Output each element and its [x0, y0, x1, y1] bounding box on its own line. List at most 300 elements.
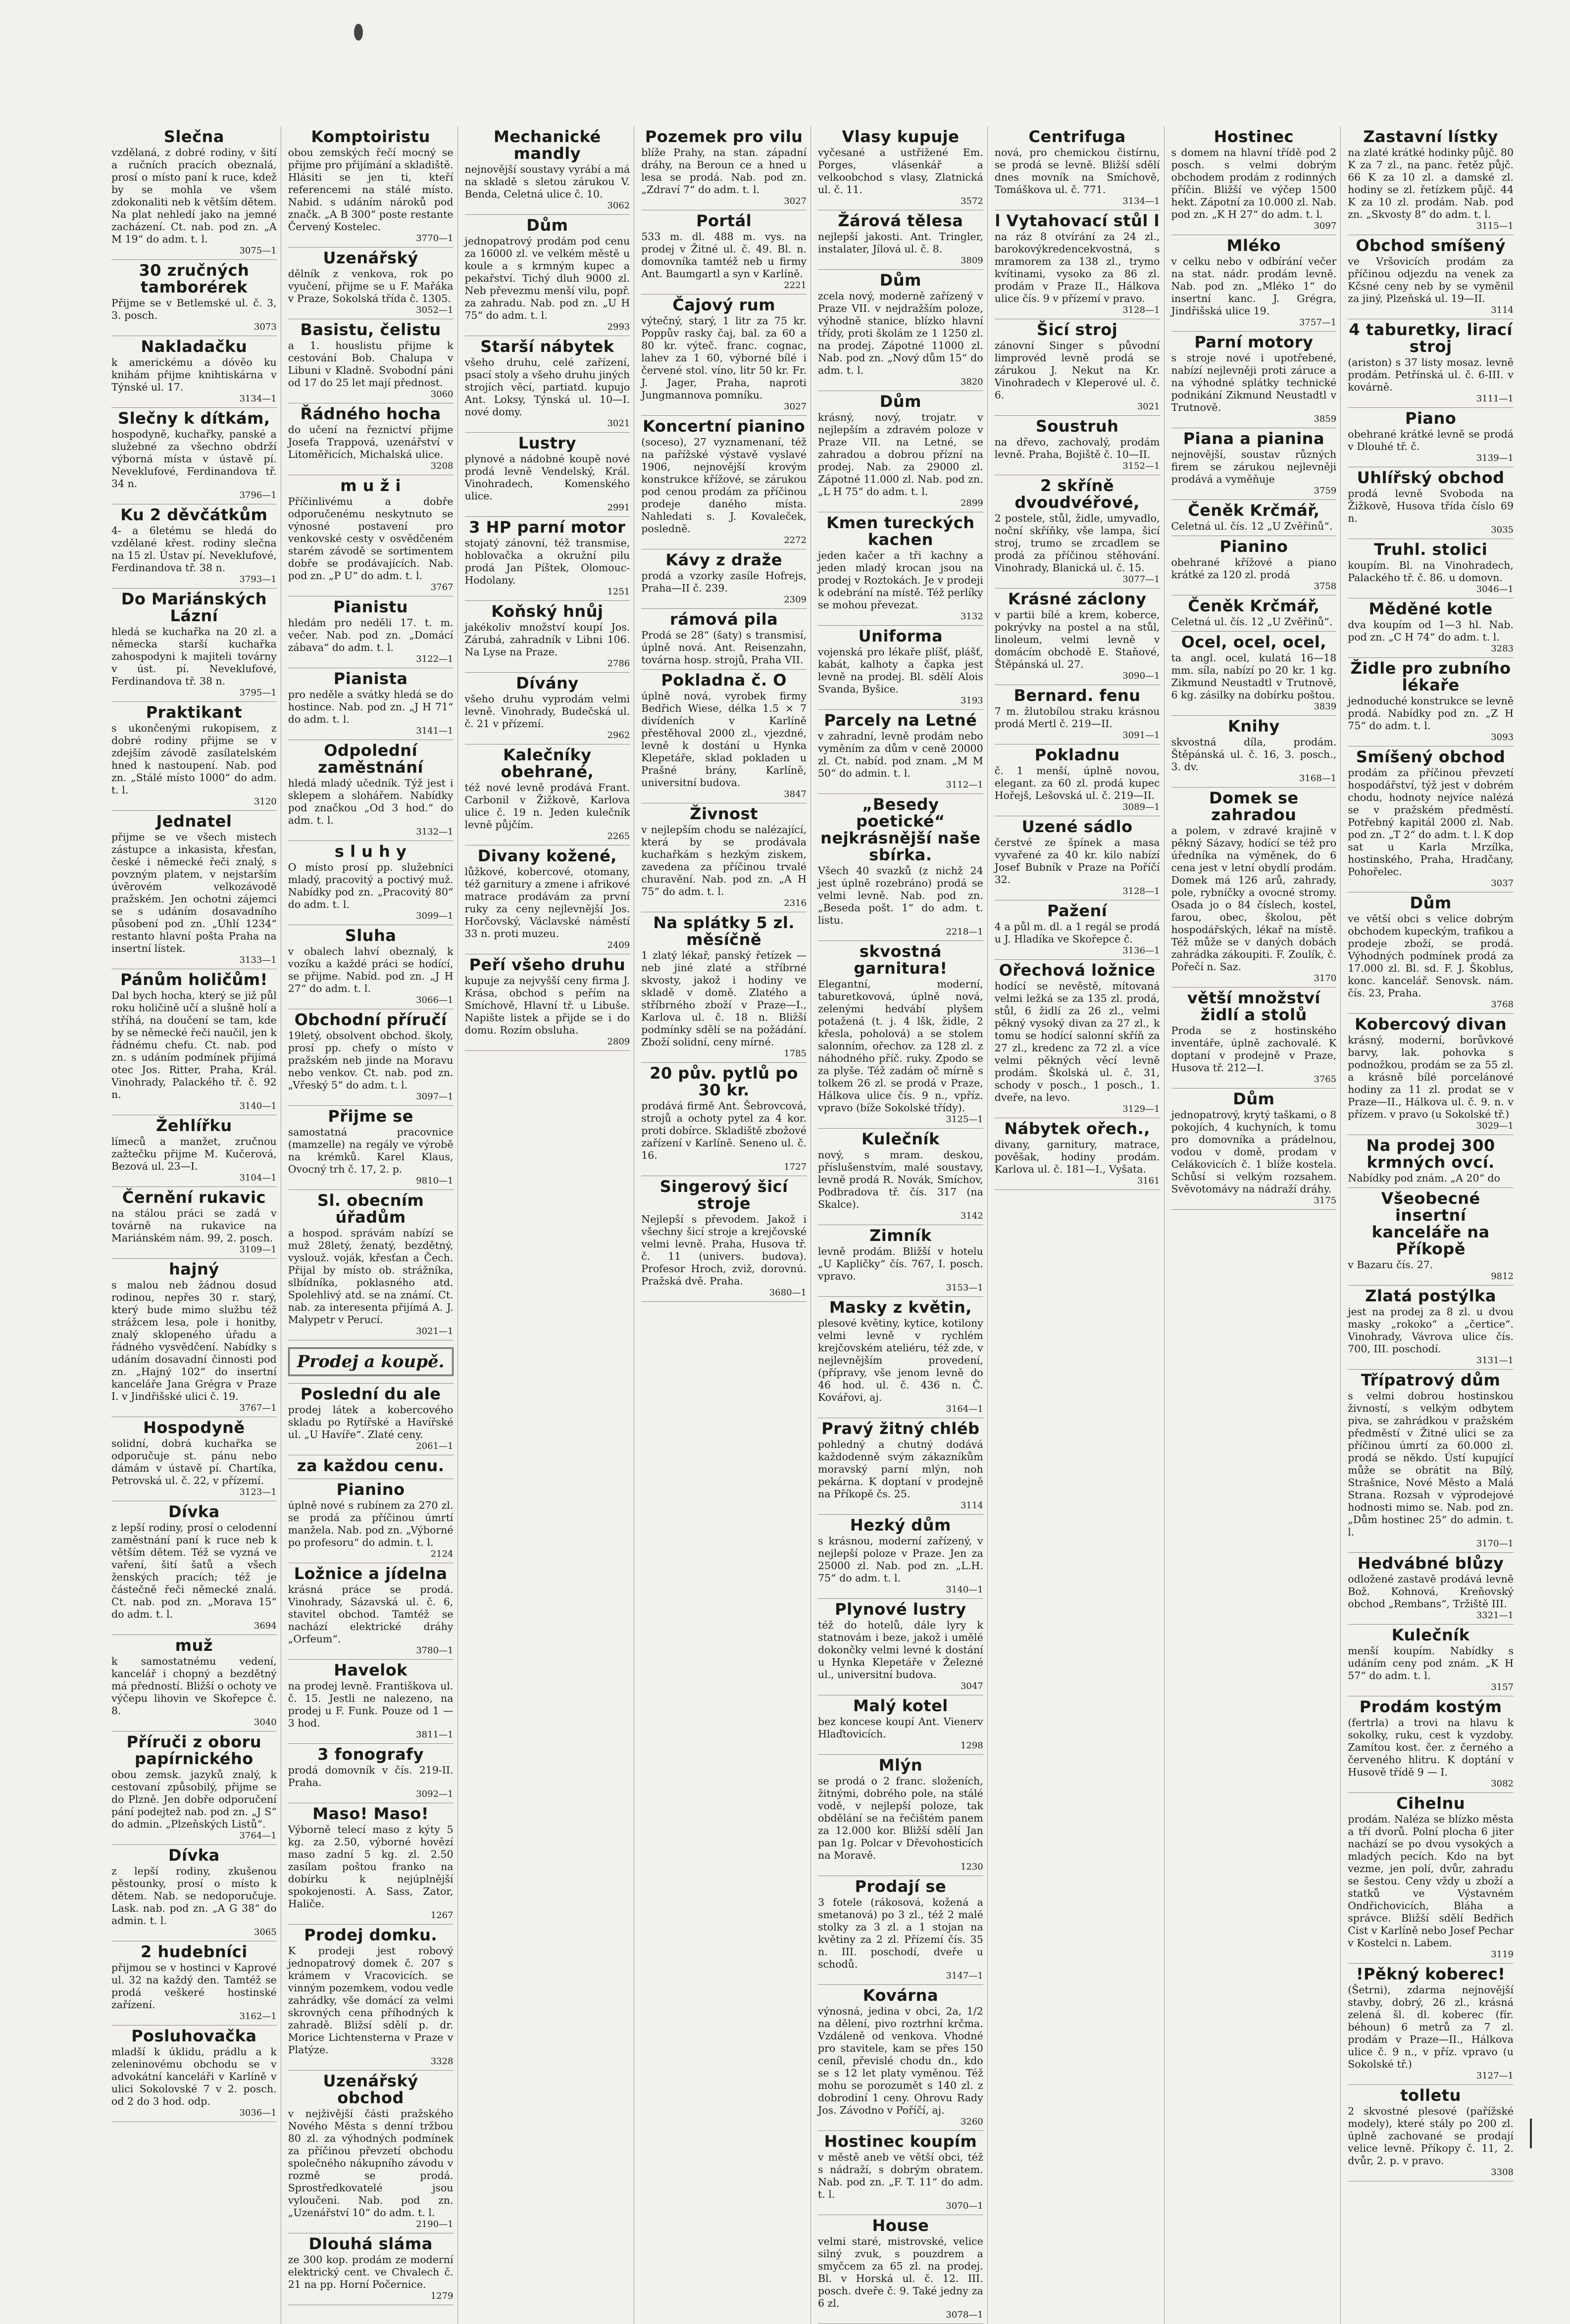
ad-number: 2316 [784, 898, 807, 908]
ad-text: pro neděle a svátky hledá se do hostince. Nab. pod zn. „J H 71“ do adm. t. l. [288, 689, 454, 725]
classified-ad [465, 336, 630, 433]
ad-number: 3809 [960, 255, 983, 266]
ad-number: 2265 [607, 831, 630, 841]
ad-text: prodej látek a kobercového skladu po Rytířské a Havířské ul. „U Havíře“. Zlaté ceny. [288, 1404, 454, 1440]
ad-headline: s l u h y [334, 842, 407, 861]
ad-number: 2786 [607, 658, 630, 669]
ad-text: všeho druhu, celé zařízení, psací stoly a všeho druhu jiných strojích věcí, partiatd. kupujo Ant. Loksy, Týnská ul. 10—I. nové domy. [464, 356, 630, 418]
ad-headline: Malý kotel [853, 1696, 948, 1715]
ad-text: v zahradní, levně prodám nebo vyměním za dům v ceně 20000 zl. Ct. nabíd. pod znam. „M M 50“ do admin. t. l. [818, 730, 983, 779]
classified-ad [995, 960, 1160, 1118]
classified-ad [818, 710, 983, 794]
ad-headline: Třípatrový dům [1361, 1371, 1501, 1389]
ad-headline: Smíšený obchod [1356, 747, 1506, 766]
ad-text: též do hotelů, dále lyry k statnovám i beze, jakož i umělé dokončky velmi levné k dostání u Hynka Klepetáře v Železné ul., universitní budova. [818, 1619, 983, 1681]
ad-number: 3131—1 [1476, 1355, 1514, 1366]
ad-text: Prodá se 28“ (šaty) s transmisí, úplně nová. Ant. Reisenzahn, továrna hosp. strojů, Praha VII. [641, 629, 807, 666]
classified-ad [995, 900, 1160, 960]
classified-ad [818, 1418, 983, 1515]
ad-number: 3060 [430, 389, 454, 399]
section-banner: Prodej a koupě. [288, 1347, 454, 1376]
classified-ad [288, 1455, 454, 1479]
classified-ad [995, 416, 1160, 475]
ad-number: 2124 [430, 1549, 454, 1559]
ad-headline: Uniforma [858, 627, 943, 645]
ad-headline: !Pěkný koberec! [1356, 1965, 1506, 1983]
ad-text: 2 skvostné plesové (pařížské modely), které stály po 200 zl. úplně zachované se prodají velice levně. Příkopy č. 11, 2. dvůr, 2. p. v pravo. [1348, 2105, 1514, 2167]
ad-headline: Pánům holičům! [120, 970, 268, 989]
ad-number: 3134—1 [239, 394, 277, 404]
classified-ad [111, 969, 277, 1115]
ad-text: zcela nový, moderně zařízený v Praze VII. v nejdražším poloze, výhodně stanice, blízko hlavní třídy, proti školám ze 1 1250 zl. na prodej. Zápotné 11000 zl. Nab. pod zn. „Nový dům 15“ do adm. t. l. [818, 290, 983, 376]
classified-ad [288, 1009, 454, 1106]
classified-ad [1348, 1553, 1514, 1625]
classified-ad [818, 794, 983, 941]
ad-headline: Masky z květin, [829, 1298, 972, 1317]
ad-number: 3859 [1314, 414, 1337, 424]
ad-number: 3066—1 [416, 995, 454, 1005]
ad-headline: Kmen tureckých kachen [826, 513, 975, 549]
ad-number: 3119 [1491, 1949, 1514, 1960]
ad-headline: Koncertní pianino [643, 417, 806, 436]
ad-text: 1 zlatý lékař, panský řetízek — neb jiné zlaté a stříbrné skvosty, jakož i hodiny ve skladě v domě. Zlatého a stříbrného zboží v Praze—I., Karlova ul. č. 18 n. Bližší podmínky sdělí se na požádání. Zboží solidní, ceny mírné. [641, 949, 807, 1048]
column-5 [818, 126, 988, 2324]
ad-headline: Vlasy kupuje [842, 127, 960, 146]
classified-ad [111, 1501, 277, 1635]
ad-text: v Bazaru čís. 27. [1348, 1259, 1433, 1271]
ad-headline: Kovárna [862, 1986, 939, 2005]
ad-headline: Pažení [1047, 901, 1108, 920]
ad-text: (soceso), 27 vyznamenaní, též na pařížské výstavě vyslavé 1906, nejnovější krovým konstrukce křížové, se zárukou pod cenou prodám za příčinou prodeje daného místa. Nahledati s. J. Kovaleček, posledně. [641, 436, 807, 535]
ad-headline: Jednatel [156, 812, 232, 831]
ad-text: na dřevo, zachovalý, prodám levně. Praha, Bojiště č. 10—II. [994, 436, 1160, 460]
ad-text: Nabídky pod znám. „A 20“ do [1348, 1172, 1501, 1184]
ad-text: čerstvé ze špínek a masa vyvařené za 40 kr. kilo nabízí Josef Bubník v Praze na Poříčí 32. [994, 837, 1160, 886]
ad-headline: tolletu [1400, 2086, 1461, 2105]
ad-headline: Na prodej 300 krmných ovcí. [1366, 1136, 1495, 1172]
classified-ad [1348, 2085, 1514, 2181]
ad-number: 1251 [607, 587, 630, 597]
ad-text: krásný, moderní, borůvkové barvy, lak. pohovka s podnožkou, prodám se za 55 zl. a krásně bílé porcelánové hodiny za 11 zl. prodat se v Praze—II., Hálkova ul. č. 9. n. v přízem. v pravo (u Sokolské tř.) [1348, 1034, 1514, 1120]
classified-ad [111, 1731, 277, 1845]
ad-text: vyčesané a ustřižené Em. Porges, vlásenkář a velkoobchod s vlasy, Zlatnická ul. č. 11. [818, 147, 983, 196]
ad-headline: Starší nábytek [480, 337, 614, 356]
ad-headline: Na splátky 5 zl. měsíčně [653, 913, 795, 949]
ad-headline: Havelok [334, 1661, 407, 1680]
ad-number: 3767—1 [239, 1403, 277, 1413]
ad-number: 3208 [430, 461, 454, 471]
classified-ad [818, 1129, 983, 1225]
ad-headline: Portál [696, 211, 752, 230]
ad-number: 3082 [1491, 1779, 1514, 1789]
ad-headline: 3 HP parní motor [469, 518, 626, 537]
classified-ad [288, 1479, 454, 1563]
ad-number: 3097 [1314, 221, 1337, 231]
column-1 [111, 126, 281, 2324]
ad-number: 2221 [784, 280, 807, 291]
classified-ad [111, 589, 277, 702]
classified-ad [111, 1941, 277, 2026]
ad-headline: Zimník [869, 1226, 932, 1245]
classified-ad [111, 1259, 277, 1417]
ad-number: 3767 [430, 582, 454, 593]
ad-text: s krásnou, moderní zařízený, v nejlepší poloze v Praze. Jen za 25000 zl. Nab. pod zn. „L.H. 75“ do adm. t. l. [818, 1535, 983, 1584]
ad-headline: Ořechová ložnice [999, 961, 1156, 980]
ad-text: obehrané krátké levně se prodá v Dlouhé tř. č. [1348, 428, 1514, 452]
classified-ad [1171, 595, 1337, 632]
ad-text: výnosná, jedina v obci, 2a, 1/2 na dělení, pivo roztrhní krčma. Vzdáleně od venkova. Vhodné pro stavitele, kam se přes 150 ceníl, převislé chodu dn., kdo se s 12 let platy vyměnou. Též mohu se porozumět s 140 zl. z dobrodiní 1 ceny. Ohrovu Rady Jos. Závodno v Poříčí, aj. [818, 2005, 983, 2116]
classified-ad [1348, 539, 1514, 598]
ad-number: 3037 [1491, 878, 1514, 889]
ad-number: 3027 [784, 196, 807, 206]
ad-number: 3046—1 [1476, 584, 1514, 594]
classified-ad [111, 1845, 277, 1941]
classified-ad [465, 517, 630, 601]
classified-ad [288, 596, 454, 668]
ad-headline: Uzené sádlo [1021, 817, 1133, 836]
ad-text: v nejlepším chodu se nalézající, která by se prodávala kuchařkám s hezkým ziskem, zavedena za příčinou trvalé churavění. Nab. pod zn. „A H 75“ do adm. t. l. [641, 824, 807, 897]
ad-number: 3308 [1491, 2167, 1514, 2177]
ad-number: 1298 [960, 1740, 983, 1751]
ad-text: nový, s mram. deskou, příslušenstvím, malé soustavy, levně prodá R. Novák, Smíchov, Podbradova tř. čís. 317 (na Skalce). [818, 1149, 983, 1210]
ad-number: 3092—1 [416, 1789, 454, 1799]
ad-headline: Obchod smíšený [1356, 236, 1506, 255]
ad-number: 2190—1 [416, 2219, 454, 2229]
classified-ad [111, 504, 277, 589]
ad-number: 3793—1 [239, 574, 277, 585]
classified-ad [1171, 632, 1337, 716]
classified-ad [1171, 500, 1337, 536]
ad-text: dva koupím od 1—3 hl. Nab. pod zn. „C H 74“ do adm. t. l. [1348, 619, 1514, 643]
ad-text: a polem, v zdravé krajině v pěkný Sázavy, hodící se též pro úředníka na výměnek, do 6 cena jest v letní obydlí prodám. Domek má 126 arů, zahrady, pole, rybníčky a ovocné stromy. Osada jo o 84 číslech, kostel, farou, obec, školou, pět hospodářských, lékař na místě. Též může se v daných dobách zahrádka zákoupiti. F. Zoulík, č. Pořečí n. Saz. [1171, 825, 1337, 973]
ad-text: plesové květiny, kytice, kotilony velmi levně v rychlém krejčovském ateliéru, též zde, v nejlevnějším provedení, (přípravy, vše jenom levně do 46 hod. ul. č. 436 n. Č. Kovářovi, aj. [818, 1317, 983, 1403]
classified-ad [641, 1176, 807, 1302]
ad-headline: Kulečník [1391, 1626, 1470, 1644]
ad-text: nejlepší jakosti. Ant. Tringler, instalater, Jílová ul. č. 8. [818, 231, 983, 255]
ad-number: 2309 [784, 594, 807, 605]
ad-text: krásný, nový, trojatr. v nejlepším a zdravém poloze v Praze VII. na Letné, se zahradou a dobrou přízní na prodej. Nab. za 29000 zl. Zápotné 11.000 zl. Nab. pod zn. „L H 75“ do adm. t. l. [818, 411, 983, 497]
ad-number: 3139—1 [1476, 453, 1514, 463]
ad-number: 3128—1 [1122, 305, 1160, 315]
ad-headline: skvostná garnitura! [854, 942, 948, 978]
ad-text: Celetná ul. čís. 12 „U Zvěřinů“. [1171, 520, 1333, 532]
ad-headline: Příruči z oboru papírnického [126, 1732, 262, 1768]
ad-text: nejnovější soustavy vyrábí a má na skladě s sletou zárukou V. Benda, Celetná ulice č. 10. [464, 163, 630, 200]
ad-headline: Praktikant [146, 703, 243, 722]
ad-number: 3122—1 [416, 654, 454, 664]
ad-text: v městě aneb ve větší obci, též s nádraží, s dobrým obratem. Nab. pod zn. „F. T. 11“ do adm. t. l. [818, 2151, 983, 2200]
ad-number: 3123—1 [239, 1487, 277, 1497]
classified-ad [288, 1106, 454, 1190]
ad-headline: Dům [1233, 1089, 1275, 1108]
classified-ad [111, 1635, 277, 1731]
ad-text: O místo prosí pp. služebníci mladý, pracovitý a poctivý muž. Nabídky pod zn. „Pracovitý 80“ do adm. t. l. [288, 861, 454, 910]
ad-text: Přijme se v Betlemské ul. č. 3, 3. posch. [111, 297, 277, 321]
ad-text: dělník z venkova, rok po vyučení, přijme se u F. Mařáka v Praze, Sokolská třída č. 1305. [288, 268, 454, 304]
classified-ad [1348, 408, 1514, 467]
ad-text: Nejlepší s převodem. Jakož i všechny šicí stroje a krejčovské velmi levně. Praha, Husova tř. č. 11 (univers. budova). Profesor Hroch, zviž, dorovnú. Pražská dvě. Praha. [641, 1213, 807, 1287]
ad-text: hledá se kuchařka na 20 zl. a německa starší kuchařka zahospodyni k majiteli továrny v úst. pí. Neveklufové, Ferdinandova tř. 38 n. [111, 626, 277, 687]
ad-headline: Pokladnu [1034, 745, 1120, 764]
ad-number: 3114 [1491, 305, 1514, 315]
ad-number: 2272 [784, 535, 807, 545]
ad-headline: Pianistu [333, 597, 408, 616]
ad-headline: Zlatá postýlka [1365, 1286, 1496, 1305]
ad-headline: Odpolední zaměstnání [318, 741, 423, 777]
ad-headline: Prodají se [855, 1877, 947, 1896]
page-top-mark [354, 24, 363, 41]
ad-headline: Parní motory [1194, 333, 1314, 351]
ad-number: 3112—1 [946, 780, 983, 790]
ad-text: solidní, dobrá kuchařka se odporučuje st. pánu nebo dámám v ústavě pí. Chartíka, Petrovská ul. č. 22, v přízemí. [111, 1437, 277, 1486]
ad-headline: Měděné kotle [1368, 599, 1493, 618]
ad-text: levně prodám. Bližší v hotelu „U Kapličky“ čís. 767, I. posch. vpravo. [818, 1245, 983, 1282]
ad-text: hledá mladý učedník. Týž jest i sklepem a slohářem. Nabídky pod značkou „Od 3 hod.“ do adm. t. l. [288, 777, 454, 826]
ad-text: hospodyně, kuchařky, panské a služebné za všechno obdrží výborná místa v ústavě pí. Neveklufové, Ferdinandova tř. 34 n. [111, 428, 277, 490]
classified-ad [995, 744, 1160, 816]
ad-text: úplně nové s rubínem za 270 zl. se prodá za příčinou úmrtí manžela. Nab. pod zn. „Výborné po profesoru“ do admin. t. l. [288, 1499, 454, 1548]
ad-number: 3764—1 [239, 1830, 277, 1841]
classified-ad [465, 673, 630, 744]
ad-number: 3029—1 [1476, 1121, 1514, 1131]
classified-ad [818, 391, 983, 512]
classified-ad [995, 475, 1160, 589]
ad-text: blíže Prahy, na stan. západní dráhy, na Beroun ce a hned u lesa se prodá. Nab. pod zn. „Zdraví 7“ do adm. t. l. [641, 147, 807, 196]
classified-ad [1171, 536, 1337, 595]
ad-headline: Ložnice a jídelna [294, 1564, 448, 1583]
ad-headline: Dům [879, 392, 921, 411]
ad-number: 3021—1 [416, 1326, 454, 1336]
classified-ad [1171, 428, 1337, 500]
classified-ad [288, 1660, 454, 1744]
ad-text: k americkému a dóvěo ku knihám přijme knihtiskárna v Týnské ul. 17. [111, 356, 277, 393]
ad-headline: House [872, 2216, 929, 2235]
classified-ad [288, 475, 454, 596]
ad-number: 1267 [430, 1910, 454, 1921]
ad-text: ve Vršovicích prodám za příčinou odjezdu na venek za Kčsné ceny neb by se vyměnil za jiný, Plzeňská ul. 19—II. [1348, 255, 1514, 304]
ad-number: 3161 [1137, 1176, 1160, 1186]
classified-ad [818, 626, 983, 710]
classified-ad [995, 210, 1160, 319]
ad-headline: Bernard. fenu [1013, 686, 1141, 705]
classified-ad [111, 408, 277, 504]
ad-text: stojatý zánovní, též transmise, hoblovačka a okružní pilu prodá Jan Píštek, Olomouc-Hodolany. [464, 537, 630, 586]
ad-headline: Mlýn [878, 1756, 923, 1775]
ad-headline: Maso! Maso! [312, 1804, 429, 1823]
ad-number: 3109—1 [239, 1244, 277, 1255]
ad-number: 3093 [1491, 732, 1514, 742]
ad-text: Elegantní, moderní, taburetkovová, úplně nová, zelenými hedvábí plyšem potažená (t. j. 4 lšk, židle, 2 křesla, poholová) a se stolem salonním, ořechov. za 128 zl. z náhodného příč. ruky. Zpodo se za plyše. Též zadám oč mírně s tolkem 26 zl. se prodá v Praze, Hálkova ulice čís. 9 n., vpříz. vpravo (bíže Sokolské třídy). [818, 978, 983, 1114]
ad-headline: Soustruh [1035, 417, 1119, 436]
classified-ad [995, 589, 1160, 685]
ad-text: Celetná ul. čís. 12 „U Zvěřinů“. [1171, 616, 1333, 628]
classified-ad [1348, 658, 1514, 746]
classified-ad [641, 416, 807, 549]
ad-headline: Piano [1405, 409, 1457, 428]
ad-number: 3283 [1491, 643, 1514, 654]
ad-number: 3027 [784, 401, 807, 412]
ad-number: 3795—1 [239, 688, 277, 698]
ad-number: 3077—1 [1122, 574, 1160, 585]
ad-text: menší koupím. Nabídky s udáním ceny pod znám. „K H 57“ do adm. t. l. [1348, 1645, 1514, 1681]
ad-text: Příčinlivému a dobře odporučenému neskytnuto se výnosné postavení pro venkovské cesty v osvědčeném starém závodě se sortimentem dobře se prodávajících. Nab. pod zn. „P U“ do adm. t. l. [288, 495, 454, 582]
ad-headline: Žehlířku [156, 1116, 232, 1135]
ad-text: samostatná pracovnice (mamzelle) na regály ve výrobě na krémků. Karel Klaus, Ovocný trh č. 17, 2. p. [288, 1126, 454, 1175]
ad-headline: Dívány [516, 674, 579, 692]
ad-number: 3694 [253, 1621, 277, 1631]
ad-number: 3125—1 [946, 1114, 983, 1125]
classified-ad [1348, 892, 1514, 1014]
ad-text: z lepší rodiny, prosí o celodenní zaměstnání paní k ruce neb k větším dětem. Též se vyzná ve vaření, šití šatů a všech ženských pracích; též je částečně řeči německé znalá. Ct. nab. pod zn. „Morava 15“ do adm. t. l. [111, 1522, 277, 1620]
ad-number: 1785 [784, 1048, 807, 1059]
ad-headline: l Vytahovací stůl l [995, 211, 1160, 230]
ad-text: hledám pro neděli 17. t. m. večer. Nab. pod zn. „Domácí zábava“ do adm. t. l. [288, 617, 454, 653]
ad-number: 3152—1 [1122, 461, 1160, 471]
ad-number: 3328 [430, 2056, 454, 2067]
ad-text: a 1. houslistu přijme k cestování Bob. Chalupa v Libuni v Kladně. Svobodní páni od 17 do 25 let mají přednost. [288, 340, 454, 389]
classified-ad [641, 670, 807, 803]
ad-text: límeců a manžet, zručnou zažtečku přijme M. Kučerová, Bezová ul. 23—I. [111, 1136, 277, 1172]
ad-text: přijmou se v hostinci v Kaprové ul. 32 na každý den. Tamtéž se prodá veškeré hostinské zařízení. [111, 1962, 277, 2011]
ad-text: na prodej levně. Františkova ul. č. 15. Jestli ne nalezeno, na prodej u F. Funk. Pouze od 1 — 3 hod. [288, 1680, 454, 1729]
classified-ad [1348, 1696, 1514, 1793]
classified-ad [1171, 1088, 1337, 1210]
ad-headline: Lustry [518, 434, 576, 452]
ad-text: jednopatrový prodám pod cenu za 16000 zl. ve velkém městě u koule a s krmným kupec a pekařství. Tichý dluh 9000 zl. Neb převezmu menší vilu, popř. za zahradu. Nab. pod zn. „U H 75“ do adm. t. l. [464, 235, 630, 321]
classified-ad [288, 1803, 454, 1925]
classified-ad [1348, 1370, 1514, 1553]
ad-headline: Parcely na Letné [824, 711, 977, 730]
ad-number: 3796—1 [239, 490, 277, 500]
ad-number: 2218—1 [946, 927, 983, 937]
ad-headline: m u ž i [340, 476, 401, 495]
ad-headline: 2 skříně dvoudvéřové, [1014, 476, 1140, 512]
classified-ad [288, 668, 454, 740]
ad-number: 3321—1 [1476, 1610, 1514, 1621]
ad-text: jednoduché konstrukce se levně prodá. Nabídky pod zn. „Z H 75“ do adm. t. l. [1348, 695, 1514, 732]
ad-number: 3770—1 [416, 233, 454, 244]
ad-text: prodá a vzorky zasíle Hofrejs, Praha—II č. 239. [641, 570, 807, 594]
ad-headline: Ku 2 děvčátkům [120, 505, 268, 524]
classified-ad [1348, 1286, 1514, 1370]
ad-headline: 4 taburetky, lirací stroj [1349, 320, 1513, 356]
ad-headline: Kulečník [861, 1130, 940, 1148]
ad-number: 3047 [960, 1681, 983, 1691]
classified-ad [465, 744, 630, 845]
classified-ad [288, 2233, 454, 2305]
ad-headline: Komptoiristu [311, 127, 430, 146]
classified-ad [1348, 319, 1514, 408]
classified-ad [288, 740, 454, 841]
ad-headline: Dům [879, 271, 921, 290]
ad-text: na zlaté krátké hodinky půjč. 80 K za 7 zl., na panc. řetěz půjč. 66 K za 10 zl. a damské zl. hodiny se zl. řetízkem půjč. 44 K za 10 zl. prodám. Nab. pod zn. „Skvosty 8“ do adm. t. l. [1348, 147, 1514, 220]
classified-ad [288, 403, 454, 475]
ad-headline: Pianista [333, 669, 408, 688]
ad-text: skvostná díla, prodám. Štěpánská ul. č. 16, 3. posch., 3. dv. [1171, 736, 1337, 773]
classified-ad [465, 126, 630, 215]
classified-ad [1171, 235, 1337, 332]
ad-headline: větší množství židlí a stolů [1187, 989, 1320, 1024]
classified-ad [111, 702, 277, 811]
classified-ad [818, 1599, 983, 1695]
ad-text: úplně nová, vyrobek firmy Bedřich Wiese, délka 1.5 × 7 divídeních v Karlíně přestěhoval 2000 zl., vjezdné, levně k dostání u Hynka Klepetáře, sklad pokladen u Prašné brány, Karlíně, universitní budova. [641, 690, 807, 789]
classified-ad [1171, 788, 1337, 988]
ad-number: 2991 [607, 502, 630, 513]
ad-headline: Obchodní příručí [294, 1010, 447, 1029]
ad-text: 4- a 6letému se hledá do vzdělané křest. rodiny slečna na 15 zl. Ústav pí. Neveklufové, Ferdinandova tř. 38 n. [111, 525, 277, 574]
ad-headline: Dům [526, 216, 568, 235]
classified-ad [818, 512, 983, 626]
ad-text: 533 m. dl. 488 m. vys. na prodej v Žitné ul. č. 49. Bl. n. domovníka tamtéž neb u firmy Ant. Baumgartl a syn v Karlíně. [641, 231, 807, 280]
ad-headline: Pravý žitný chléb [821, 1419, 980, 1438]
column-3 [465, 126, 635, 2324]
classified-ad [641, 609, 807, 670]
ad-headline: Divany kožené, [477, 846, 617, 865]
ad-number: 3170—1 [1476, 1538, 1514, 1549]
ad-number: 3021 [1137, 401, 1160, 412]
ad-number: 3164—1 [946, 1404, 983, 1414]
ad-number: 3168—1 [1299, 773, 1337, 784]
ad-text: pohledný a chutný dodává každodenně svým zákazníkům moravský parní mlýn, noh pekárna. K doptaní v prodejně na Příkopě čs. 25. [818, 1438, 983, 1500]
ad-text: 7 m. žlutobílou straku krásnou prodá Mertl č. 219—II. [994, 705, 1160, 730]
ad-number: 3260 [960, 2117, 983, 2127]
classified-ad [288, 126, 454, 247]
ad-number: 3114 [960, 1500, 983, 1511]
classified-ad [111, 811, 277, 969]
ad-number: 3758 [1314, 581, 1337, 592]
ad-headline: Centrifuga [1028, 127, 1126, 146]
ad-number: 3768 [1491, 999, 1514, 1010]
ad-headline: Singerový šicí stroje [659, 1177, 788, 1213]
ad-headline: muž [175, 1636, 213, 1655]
ad-number: 3091—1 [1122, 730, 1160, 741]
ad-number: 3136—1 [1122, 945, 1160, 956]
ad-headline: Piana a pianina [1183, 429, 1325, 448]
ad-headline: Pianino [1219, 537, 1288, 556]
ad-number: 1727 [784, 1162, 807, 1172]
ad-text: ta angl. ocel, kulatá 16—18 mm. síla, nabízí po 20 kr. 1 kg. Zikmund Neustadtl v Trutnově, 6 kg. zásilky na dobírku poštou. [1171, 652, 1337, 701]
classified-ad [995, 126, 1160, 210]
ad-headline: Pozemek pro vilu [645, 127, 803, 146]
ad-number: 3111—1 [1476, 394, 1514, 404]
classified-ad [1348, 126, 1514, 235]
ad-text: na stálou práci se zadá v továrně na rukavice na Mariánském nám. 99, 2. posch. [111, 1207, 277, 1244]
ad-text: Výborně telecí maso z kýty 5 kg. za 2.50, výborné hovězí maso zadní 5 kg. zl. 2.50 zasílam poštou franko na dobírku k nejúplnější spokojenosti. A. Sass, Zator, Haliče. [288, 1824, 454, 1910]
classified-ad [288, 1925, 454, 2071]
classified-ad [288, 1744, 454, 1803]
ad-number: 3572 [960, 196, 983, 206]
ad-text: ve větší obci s velice dobrým obchodem kupeckým, trafikou a prodeje zboží, se prodá. Výhodných podmínek prodá za 17.000 zl. Bl. sd. F. J. Škoblus, konc. kancelář. Senovsk. nám. čís. 23, Praha. [1348, 913, 1514, 999]
ad-text: Dal bych hocha, který se již půl roku holičině učí a slušně holí a stříhá, na doučení se tam, kde by se německé řeči naučil, jen k řádnému chefu. Ct. nab. pod zn. s udáním podmínek přijímá otec Jos. Ritter, Praha, Král. Vinohrady, Palackého tř. č. 92 n. [111, 989, 277, 1100]
classified-ad [1348, 1014, 1514, 1135]
ad-text: všeho druhu vyprodám velmi levně. Vinohrady, Budečská ul. č. 21 v přízemí. [464, 693, 630, 730]
ad-number: 2899 [960, 498, 983, 508]
classified-ad [288, 925, 454, 1009]
classified-ad [288, 1384, 454, 1455]
classified-ad [995, 1118, 1160, 1190]
column-2 [288, 126, 458, 2324]
ad-text: s stroje nové i upotřebené, nabízí nejlevněji proti záruce a na výhodné splátky technické podnikání Zikmund Neustadtl v Trutnově. [1171, 352, 1337, 413]
ad-text: a hospod. správám nabízí se muž 28letý, ženatý, bezdětný, vyslouž. voják, křesťan a Čech. Přijal by místo ob. strážníka, slbídníka, poklasného atd. Spolehlivý atd. se na známí. Ct. nab. za interesenta přijímá A. J. Malypetr v Perucí. [288, 1227, 454, 1326]
ad-number: 2993 [607, 322, 630, 332]
ad-number: 3070—1 [946, 2201, 983, 2211]
classified-ad [1348, 1188, 1514, 1286]
ad-headline: Čajový rum [672, 296, 776, 314]
ad-text: zánovní Singer s původní limprovéd levně prodá se zárukou J. Nekut na Kr. Vinohradech v Kleperové ul. č. 6. [994, 340, 1160, 401]
ad-text: hodící se nevěstě, mítovaná velmi ležká se za 135 zl. prodá, stůl, 6 židlí za 26 zl., velmi pěkný vysoký divan za 27 zl., k tomu se hodící salonní skříň za 27 zl., kredenc za 72 zl. a více velmi pěkných věcí levně prodám. Školská ul. č. 31, schody v posch., 1 posch., 1. dveře, na levo. [994, 980, 1160, 1103]
ad-headline: Koňský hnůj [491, 602, 604, 621]
ad-text: v partii bílé a krem, koberce, pokrývky na postel a na stůl, linoleum, velmi levně v domácím obchodě E. Staňové, Štěpánská ul. 27. [994, 609, 1160, 670]
